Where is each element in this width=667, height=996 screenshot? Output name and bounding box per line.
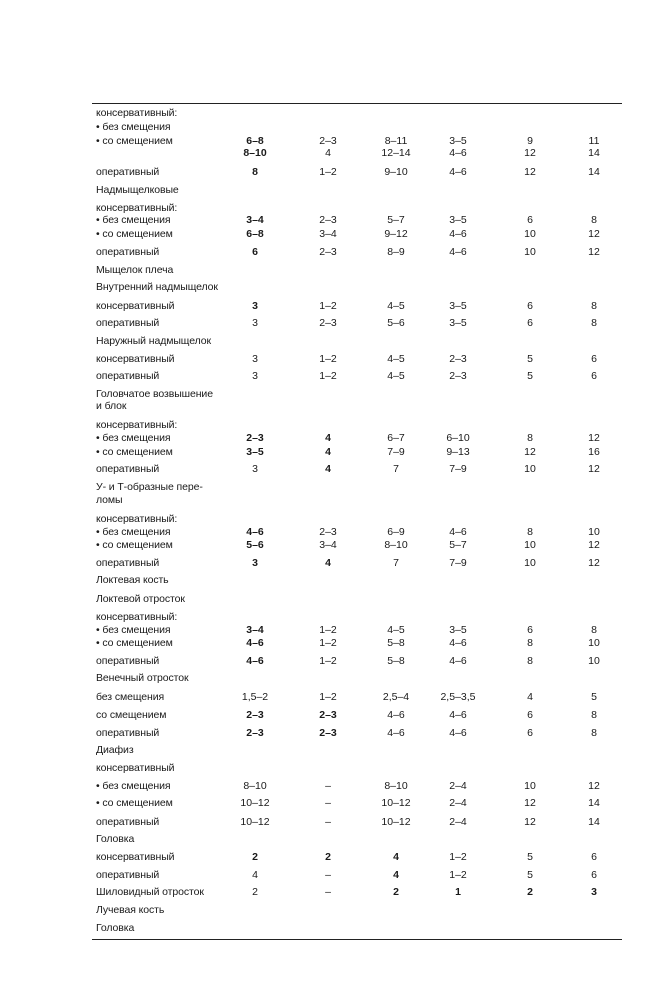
table-cell-col-4: 3–5 <box>449 300 467 312</box>
table-cell-col-3: 4–6 <box>387 727 405 739</box>
table-cell-col-2: 3–4 <box>319 228 337 240</box>
table-cell-col-6: 12 <box>588 432 600 444</box>
table-cell-col-2: 1–2 <box>319 655 337 667</box>
table-cell-col-3: 12–14 <box>381 147 411 159</box>
table-cell-col-6: 6 <box>591 370 597 382</box>
row-label: консервативный <box>96 762 175 774</box>
table-cell-col-1: 6–8 <box>246 228 264 240</box>
table-cell-col-4: 3–5 <box>449 214 467 226</box>
table-cell-col-4: 2,5–3,5 <box>440 691 476 703</box>
table-cell-col-1: 1,5–2 <box>241 691 269 703</box>
table-cell-col-3: 7 <box>393 463 399 475</box>
table-cell-col-1: 3 <box>252 463 258 475</box>
table-cell-col-4: 4–6 <box>449 228 467 240</box>
table-cell-col-1: 2–3 <box>246 709 264 721</box>
row-label: У- и Т-образные пере- <box>96 481 203 493</box>
table-cell-col-5: 8 <box>527 655 533 667</box>
table-cell-col-6: 8 <box>591 214 597 226</box>
table-cell-col-3: 4 <box>393 851 399 863</box>
table-cell-col-5: 5 <box>527 851 533 863</box>
table-cell-col-6: 8 <box>591 317 597 329</box>
table-cell-col-4: 6–10 <box>446 432 470 444</box>
table-cell-col-1: 10–12 <box>240 797 270 809</box>
table-cell-col-5: 5 <box>527 869 533 881</box>
table-cell-col-4: 4–6 <box>449 246 467 258</box>
table-cell-col-1: 3–4 <box>246 214 264 226</box>
table-cell-col-4: 4–6 <box>449 147 467 159</box>
table-cell-col-6: 12 <box>588 246 600 258</box>
table-cell-col-6: 10 <box>588 637 600 649</box>
table-cell-col-1: 2–3 <box>246 727 264 739</box>
table-cell-col-1: 6–8 <box>246 135 264 147</box>
table-cell-col-4: 9–13 <box>446 446 470 458</box>
table-cell-col-5: 12 <box>524 816 536 828</box>
table-cell-col-6: 16 <box>588 446 600 458</box>
row-label: оперативный <box>96 869 160 881</box>
table-cell-col-1: 4–6 <box>246 637 264 649</box>
table-cell-col-1: 6 <box>252 246 258 258</box>
row-label: консервативный: <box>96 202 178 214</box>
table-cell-col-3: 8–10 <box>384 780 408 792</box>
row-label: • без смещения <box>96 432 171 444</box>
row-label: Головка <box>96 833 135 845</box>
row-label: • со смещением <box>96 637 173 649</box>
table-cell-col-3: 8–11 <box>384 135 408 147</box>
row-label: Шиловидный отросток <box>96 886 204 898</box>
row-label: • со смещением <box>96 228 173 240</box>
table-cell-col-2: – <box>325 886 331 898</box>
table-cell-col-5: 2 <box>527 886 533 898</box>
table-cell-col-6: 11 <box>588 135 600 147</box>
table-cell-col-2: 2–3 <box>319 709 337 721</box>
row-label: • со смещением <box>96 446 173 458</box>
table-cell-col-5: 9 <box>527 135 533 147</box>
table-cell-col-5: 10 <box>524 780 536 792</box>
row-label: консервативный: <box>96 513 178 525</box>
row-label: Локтевая кость <box>96 574 169 586</box>
table-cell-col-4: 2–4 <box>449 797 467 809</box>
table-bottom-rule <box>92 939 622 940</box>
table-cell-col-5: 12 <box>524 147 536 159</box>
row-label: оперативный <box>96 727 160 739</box>
table-cell-col-4: 4–6 <box>449 655 467 667</box>
table-cell-col-2: 2–3 <box>319 727 337 739</box>
table-cell-col-4: 4–6 <box>449 166 467 178</box>
table-cell-col-6: 3 <box>591 886 597 898</box>
row-label: оперативный <box>96 655 160 667</box>
row-label: оперативный <box>96 816 160 828</box>
table-cell-col-3: 5–6 <box>387 317 405 329</box>
row-label: Головка <box>96 922 135 934</box>
table-cell-col-5: 8 <box>527 526 533 538</box>
table-cell-col-1: 10–12 <box>240 816 270 828</box>
table-cell-col-2: 1–2 <box>319 624 337 636</box>
table-cell-col-6: 6 <box>591 353 597 365</box>
row-label: со смещением <box>96 709 167 721</box>
table-cell-col-2: 1–2 <box>319 353 337 365</box>
table-cell-col-1: 3–5 <box>246 446 264 458</box>
table-cell-col-2: 4 <box>325 446 331 458</box>
table-cell-col-2: 1–2 <box>319 691 337 703</box>
table-cell-col-4: 1 <box>455 886 461 898</box>
row-label: консервативный <box>96 353 175 365</box>
table-cell-col-5: 10 <box>524 539 536 551</box>
table-cell-col-1: 3 <box>252 300 258 312</box>
table-cell-col-3: 6–7 <box>387 432 405 444</box>
table-cell-col-5: 6 <box>527 727 533 739</box>
table-cell-col-4: 5–7 <box>449 539 467 551</box>
table-cell-col-2: 3–4 <box>319 539 337 551</box>
row-label: Мыщелок плеча <box>96 264 174 276</box>
table-cell-col-2: 2–3 <box>319 317 337 329</box>
table-cell-col-2: 4 <box>325 147 331 159</box>
table-cell-col-6: 8 <box>591 727 597 739</box>
table-cell-col-1: 3 <box>252 353 258 365</box>
table-cell-col-2: 2–3 <box>319 526 337 538</box>
row-label: • без смещения <box>96 780 171 792</box>
table-cell-col-1: 8–10 <box>243 780 267 792</box>
row-label: оперативный <box>96 463 160 475</box>
table-cell-col-5: 5 <box>527 370 533 382</box>
row-label: оперативный <box>96 370 160 382</box>
table-cell-col-2: 1–2 <box>319 166 337 178</box>
table-cell-col-3: 7–9 <box>387 446 405 458</box>
table-cell-col-1: 3 <box>252 370 258 382</box>
row-label: • без смещения <box>96 121 171 133</box>
table-cell-col-6: 8 <box>591 624 597 636</box>
row-label: консервативный <box>96 851 175 863</box>
table-cell-col-6: 6 <box>591 869 597 881</box>
table-cell-col-1: 3 <box>252 317 258 329</box>
table-cell-col-3: 10–12 <box>381 816 411 828</box>
table-cell-col-6: 12 <box>588 463 600 475</box>
row-label: • со смещением <box>96 539 173 551</box>
table-cell-col-5: 6 <box>527 624 533 636</box>
row-label: оперативный <box>96 166 160 178</box>
table-cell-col-3: 4–5 <box>387 624 405 636</box>
table-cell-col-2: – <box>325 869 331 881</box>
row-label: Венечный отросток <box>96 672 189 684</box>
table-cell-col-3: 4–5 <box>387 353 405 365</box>
row-label: • со смещением <box>96 797 173 809</box>
table-cell-col-6: 10 <box>588 526 600 538</box>
table-cell-col-3: 4–5 <box>387 370 405 382</box>
table-cell-col-4: 3–5 <box>449 317 467 329</box>
table-cell-col-3: 8–9 <box>387 246 405 258</box>
table-cell-col-3: 8–10 <box>384 539 408 551</box>
row-label: и блок <box>96 400 127 412</box>
row-label: оперативный <box>96 557 160 569</box>
table-cell-col-2: 2–3 <box>319 246 337 258</box>
table-cell-col-5: 6 <box>527 300 533 312</box>
table-cell-col-1: 3–4 <box>246 624 264 636</box>
table-cell-col-4: 4–6 <box>449 526 467 538</box>
table-cell-col-5: 6 <box>527 214 533 226</box>
table-cell-col-5: 12 <box>524 797 536 809</box>
table-cell-col-2: – <box>325 780 331 792</box>
table-cell-col-2: 1–2 <box>319 370 337 382</box>
table-cell-col-2: 4 <box>325 463 331 475</box>
row-label: • без смещения <box>96 214 171 226</box>
table-cell-col-4: 7–9 <box>449 557 467 569</box>
table-cell-col-1: 5–6 <box>246 539 264 551</box>
table-cell-col-1: 4 <box>252 869 258 881</box>
table-cell-col-3: 2,5–4 <box>382 691 410 703</box>
table-cell-col-4: 1–2 <box>449 869 467 881</box>
table-cell-col-1: 8 <box>252 166 258 178</box>
row-label: консервативный: <box>96 611 178 623</box>
table-cell-col-5: 8 <box>527 432 533 444</box>
table-cell-col-3: 7 <box>393 557 399 569</box>
table-cell-col-5: 10 <box>524 557 536 569</box>
row-label: ломы <box>96 494 123 506</box>
table-cell-col-4: 4–6 <box>449 727 467 739</box>
row-label: консервативный: <box>96 419 178 431</box>
table-cell-col-4: 7–9 <box>449 463 467 475</box>
table-cell-col-6: 12 <box>588 539 600 551</box>
table-cell-col-2: 1–2 <box>319 300 337 312</box>
table-cell-col-4: 2–3 <box>449 353 467 365</box>
table-cell-col-2: 2–3 <box>319 214 337 226</box>
table-cell-col-5: 10 <box>524 228 536 240</box>
table-cell-col-5: 6 <box>527 317 533 329</box>
table-cell-col-2: – <box>325 797 331 809</box>
table-cell-col-3: 4–6 <box>387 709 405 721</box>
table-cell-col-4: 3–5 <box>449 135 467 147</box>
table-cell-col-2: – <box>325 816 331 828</box>
table-cell-col-3: 2 <box>393 886 399 898</box>
table-cell-col-3: 5–7 <box>387 214 405 226</box>
table-cell-col-4: 4–6 <box>449 637 467 649</box>
table-cell-col-3: 9–10 <box>384 166 408 178</box>
table-cell-col-6: 14 <box>588 797 600 809</box>
table-cell-col-6: 6 <box>591 851 597 863</box>
table-cell-col-5: 6 <box>527 709 533 721</box>
table-cell-col-1: 8–10 <box>243 147 267 159</box>
table-cell-col-6: 12 <box>588 780 600 792</box>
row-label: консервативный <box>96 300 175 312</box>
table-cell-col-6: 14 <box>588 816 600 828</box>
table-cell-col-2: 4 <box>325 432 331 444</box>
row-label: • без смещения <box>96 526 171 538</box>
row-label: без смещения <box>96 691 165 703</box>
table-cell-col-4: 2–4 <box>449 816 467 828</box>
table-cell-col-4: 1–2 <box>449 851 467 863</box>
table-cell-col-1: 2 <box>252 886 258 898</box>
table-cell-col-6: 8 <box>591 709 597 721</box>
table-cell-col-5: 8 <box>527 637 533 649</box>
table-cell-col-3: 10–12 <box>381 797 411 809</box>
table-cell-col-1: 4–6 <box>246 655 264 667</box>
row-label: Диафиз <box>96 744 134 756</box>
table-cell-col-6: 12 <box>588 557 600 569</box>
table-cell-col-1: 3 <box>252 557 258 569</box>
table-cell-col-4: 4–6 <box>449 709 467 721</box>
table-cell-col-2: 2–3 <box>319 135 337 147</box>
table-cell-col-4: 2–4 <box>449 780 467 792</box>
table-cell-col-3: 5–8 <box>387 655 405 667</box>
table-cell-col-4: 3–5 <box>449 624 467 636</box>
table-cell-col-1: 2 <box>252 851 258 863</box>
table-cell-col-2: 2 <box>325 851 331 863</box>
table-cell-col-6: 14 <box>588 166 600 178</box>
table-cell-col-5: 10 <box>524 463 536 475</box>
row-label: консервативный: <box>96 107 178 119</box>
table-cell-col-6: 14 <box>588 147 600 159</box>
table-cell-col-3: 6–9 <box>387 526 405 538</box>
table-cell-col-3: 5–8 <box>387 637 405 649</box>
row-label: оперативный <box>96 246 160 258</box>
table-cell-col-5: 5 <box>527 353 533 365</box>
table-cell-col-6: 10 <box>588 655 600 667</box>
row-label: оперативный <box>96 317 160 329</box>
table-cell-col-5: 12 <box>524 166 536 178</box>
table-cell-col-2: 4 <box>325 557 331 569</box>
table-cell-col-3: 4–5 <box>387 300 405 312</box>
row-label: Наружный надмыщелок <box>96 335 211 347</box>
row-label: Внутренний надмыщелок <box>96 281 218 293</box>
table-cell-col-5: 12 <box>524 446 536 458</box>
table-cell-col-6: 12 <box>588 228 600 240</box>
table-cell-col-5: 10 <box>524 246 536 258</box>
row-label: Надмыщелковые <box>96 184 179 196</box>
table-cell-col-6: 5 <box>591 691 597 703</box>
table-cell-col-4: 2–3 <box>449 370 467 382</box>
row-label: Локтевой отросток <box>96 593 185 605</box>
row-label: Головчатое возвышение <box>96 388 213 400</box>
table-cell-col-2: 1–2 <box>319 637 337 649</box>
table-top-rule <box>92 103 622 104</box>
row-label: • без смещения <box>96 624 171 636</box>
table-cell-col-1: 4–6 <box>246 526 264 538</box>
table-cell-col-5: 4 <box>527 691 533 703</box>
row-label: Лучевая кость <box>96 904 165 916</box>
row-label: • со смещением <box>96 135 173 147</box>
table-cell-col-6: 8 <box>591 300 597 312</box>
table-cell-col-3: 9–12 <box>384 228 408 240</box>
table-cell-col-3: 4 <box>393 869 399 881</box>
table-cell-col-1: 2–3 <box>246 432 264 444</box>
